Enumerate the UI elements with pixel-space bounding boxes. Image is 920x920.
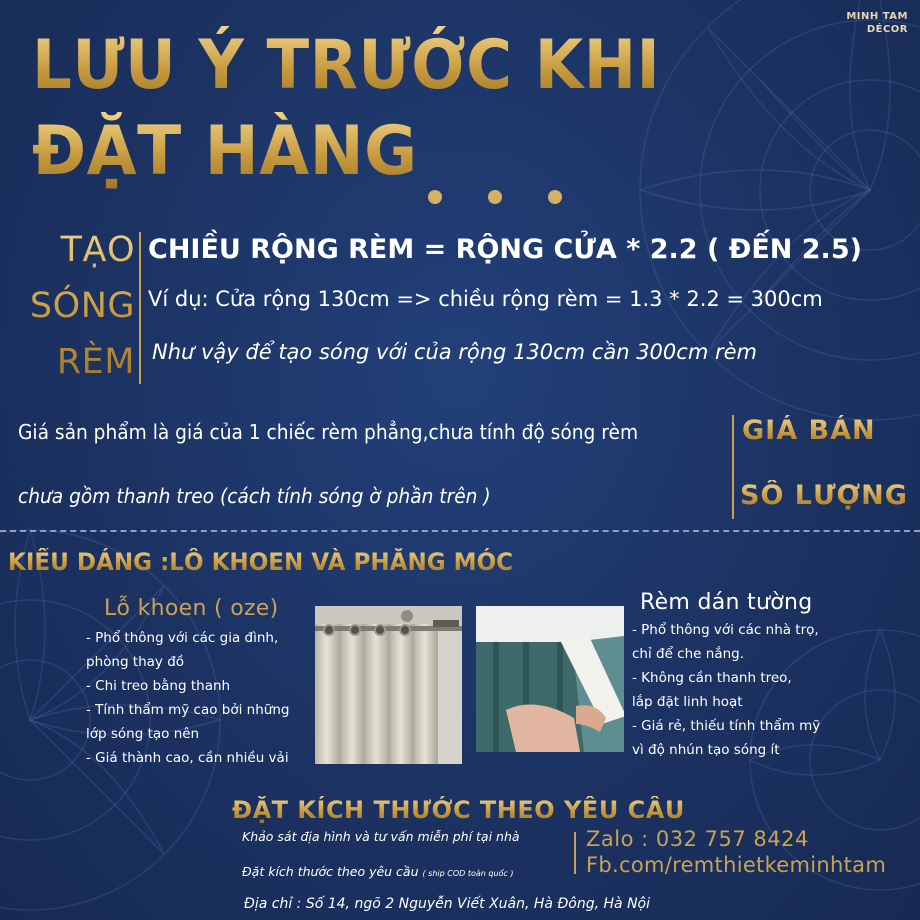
style-heading: KIỂU DÁNG :LỖ KHOEN VÀ PHẲNG MÓC bbox=[8, 548, 514, 576]
list-item: - Phổ thông với các nhà trọ, bbox=[632, 622, 819, 638]
wave-label-line: TẠO bbox=[60, 230, 135, 270]
zalo-contact[interactable]: Zalo : 032 757 8424 bbox=[586, 827, 809, 851]
grommet-title: Lỗ khoen ( oze) bbox=[104, 596, 279, 621]
list-item: - Giá thành cao, cần nhiều vải bbox=[86, 750, 289, 766]
list-item: vì độ nhún tạo sóng ít bbox=[632, 742, 780, 758]
list-item: - Chi treo bằng thanh bbox=[86, 678, 231, 694]
wave-label-line: RÈM bbox=[56, 342, 135, 382]
adhesive-bullets bbox=[632, 618, 820, 762]
list-item: - Không cần thanh treo, bbox=[632, 670, 792, 686]
wave-formula: CHIỀU RỘNG RÈM = RỘNG CỬA * 2.2 ( ĐẾN 2.5) bbox=[148, 234, 862, 265]
brand-logo bbox=[846, 10, 908, 36]
quantity-label: SỐ LƯỢNG bbox=[740, 480, 908, 511]
wave-example: Ví dụ: Cửa rộng 130cm => chiều rộng rèm = 1.3 * 2.2 = 300cm bbox=[148, 287, 823, 311]
wave-section-label bbox=[10, 222, 135, 390]
price-note-line2: chưa gồm thanh treo (cách tính sóng ờ phần trên ) bbox=[18, 484, 491, 508]
list-item: chỉ để che nắng. bbox=[632, 646, 745, 662]
order-custom-text: Đặt kích thước theo yêu cầu bbox=[242, 864, 419, 879]
order-divider bbox=[574, 832, 576, 874]
order-custom bbox=[242, 864, 513, 879]
ellipsis-dots bbox=[428, 190, 568, 210]
grommet-bullets bbox=[86, 626, 289, 770]
wave-note: Như vậy để tạo sóng với của rộng 130cm cần 300cm rèm bbox=[152, 340, 757, 364]
facebook-link[interactable]: Fb.com/remthietkeminhtam bbox=[586, 853, 887, 877]
adhesive-title: Rèm dán tường bbox=[640, 590, 813, 615]
list-item: - Phổ thông với các gia đình, bbox=[86, 630, 279, 646]
price-label: GIÁ BÁN bbox=[742, 415, 876, 446]
store-address: Địa chỉ : Số 14, ngõ 2 Nguyễn Viết Xuân, Hà Đông, Hà Nội bbox=[244, 896, 650, 912]
dot-icon bbox=[428, 190, 442, 204]
order-survey: Khảo sát địa hình và tư vấn miễn phí tại nhà bbox=[242, 829, 520, 844]
list-item: phòng thay đồ bbox=[86, 654, 185, 670]
dashed-separator bbox=[0, 530, 920, 532]
page-title-line1: LƯU Ý TRƯỚC KHI bbox=[32, 26, 661, 105]
list-item: - Giá rẻ, thiếu tính thẩm mỹ bbox=[632, 718, 821, 734]
wave-label-line: SÓNG bbox=[29, 286, 135, 326]
brand-line1: MINH TAM bbox=[846, 11, 908, 22]
grommet-curtain-photo-icon bbox=[315, 606, 462, 764]
brand-line2: DÉCOR bbox=[866, 24, 908, 35]
wave-divider bbox=[139, 232, 141, 384]
list-item: lắp đặt linh hoạt bbox=[632, 694, 743, 710]
dot-icon bbox=[548, 190, 562, 204]
list-item: - Tính thẩm mỹ cao bởi những bbox=[86, 702, 290, 718]
price-note-line1: Giá sản phẩm là giá của 1 chiếc rèm phẳng,chưa tính độ sóng rèm bbox=[18, 420, 639, 444]
page-title-line2: ĐẶT HÀNG bbox=[32, 112, 418, 191]
adhesive-curtain-photo-icon bbox=[476, 606, 624, 752]
list-item: lớp sóng tạo nên bbox=[86, 726, 200, 742]
order-custom-note: ( ship COD toàn quốc ) bbox=[422, 869, 514, 878]
price-divider bbox=[732, 415, 734, 519]
dot-icon bbox=[488, 190, 502, 204]
order-title: ĐẶT KÍCH THƯỚC THEO YÊU CẦU bbox=[232, 796, 685, 824]
